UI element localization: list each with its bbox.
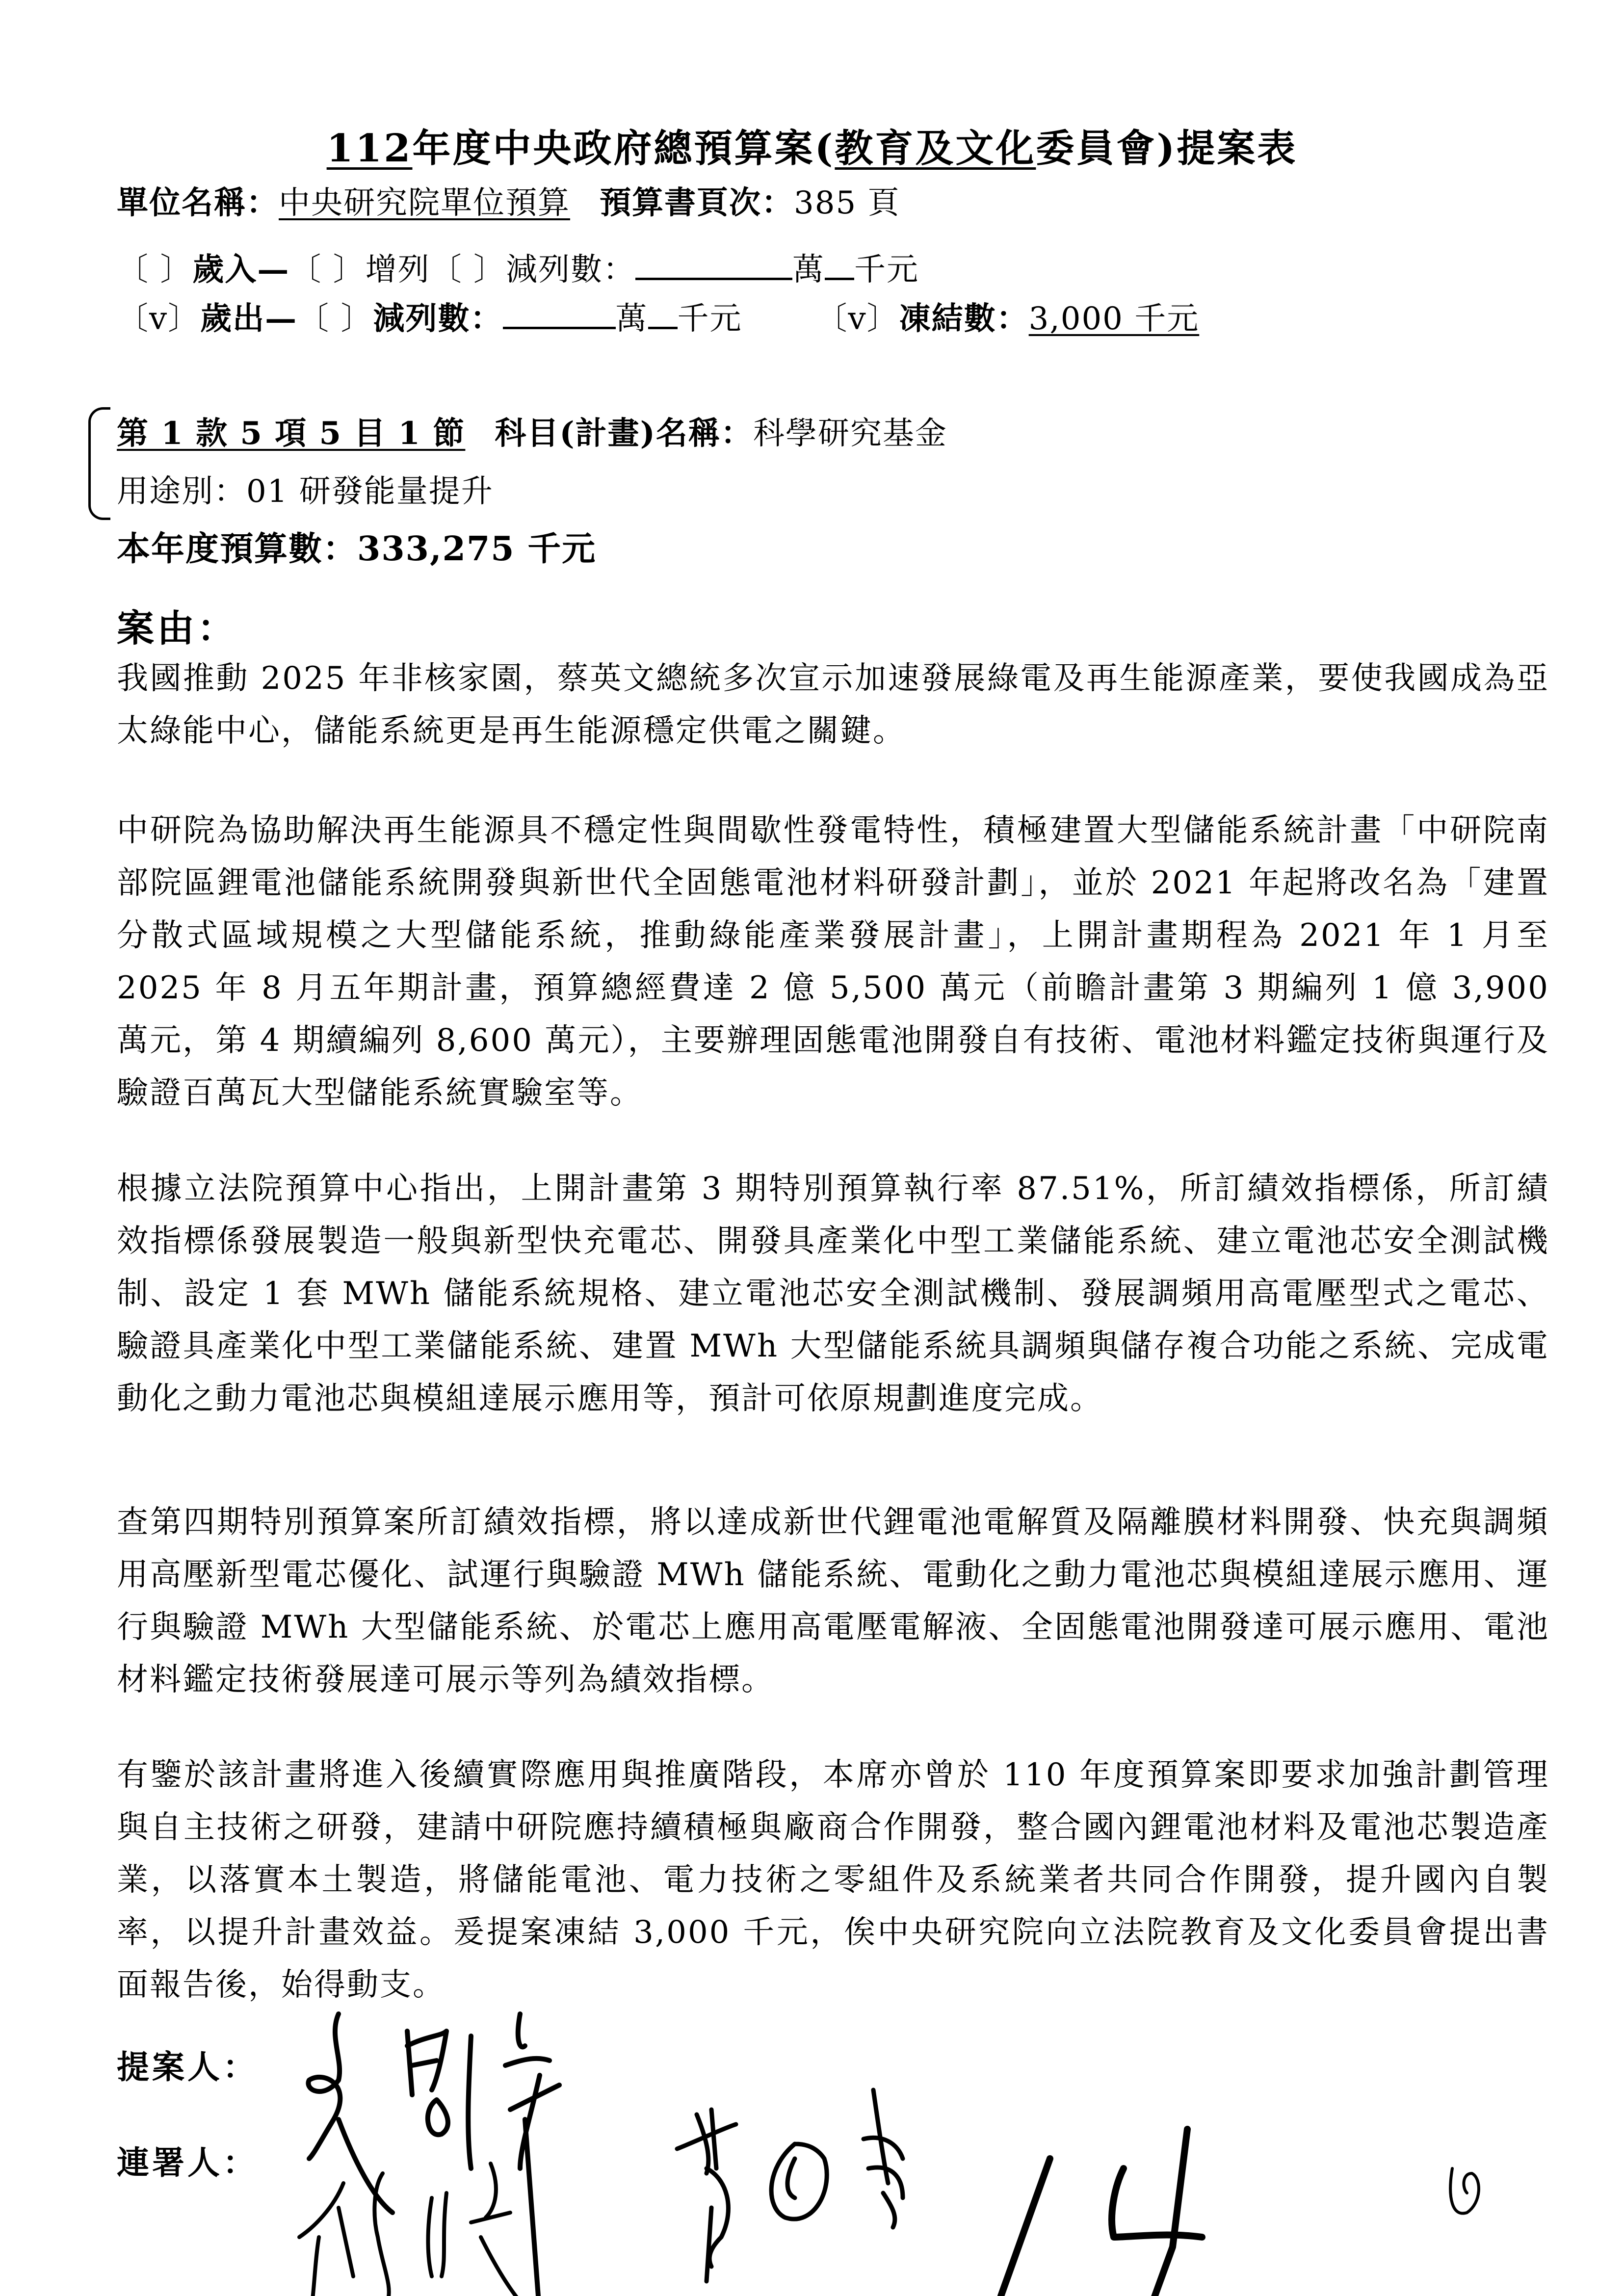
expense-wan-label: 萬: [615, 301, 648, 337]
page-label: 預算書頁次：: [600, 184, 794, 221]
expense-checkbox[interactable]: 〔v〕: [117, 301, 201, 337]
budget-label: 本年度預算數：: [117, 529, 358, 569]
expense-decrease-label: 減列數：: [373, 300, 503, 337]
reason-paragraph-5: 有鑒於該計畫將進入後續實際應用與推廣階段，本席亦曾於 110 年度預算案即要求加強計劃管理與自主技術之研發，建請中研院應持續積極與廠商合作開發，整合國內鋰電池材料及電池芯製造產業，以落實本土製造，將儲能電池、電力技術之零組件及系統業者共同合作開發，提升國內自製率，以提升計畫效益。爰提案凍結 3,000 千元，俟中央研究院向立法院教育及文化委員會提出書面報告後，始得動支。: [117, 1757, 1549, 2003]
revenue-decrease-label: 減列數：: [506, 252, 636, 288]
unit-label: 單位名稱：: [117, 184, 279, 221]
revenue-decrease-checkbox[interactable]: 〔 〕: [430, 252, 506, 288]
subject-label: 科目(計畫)名稱：: [495, 415, 753, 452]
increase-checkbox[interactable]: 〔 〕: [289, 252, 366, 288]
reason-paragraph-1: 我國推動 2025 年非核家園，蔡英文總統多次宣示加速發展綠電及再生能源產業，要使我國成為亞太綠能中心，儲能系統更是再生能源穩定供電之關鍵。: [117, 660, 1549, 749]
revenue-label: 歲入—: [192, 251, 290, 288]
freeze-checkbox[interactable]: 〔v〕: [815, 301, 899, 337]
cosigner-signature-1: [299, 2164, 535, 2296]
revenue-qian-label: 千元: [854, 252, 919, 288]
revenue-checkbox[interactable]: 〔 〕: [117, 252, 193, 288]
reason-paragraph-3: 根據立法院預算中心指出，上開計畫第 3 期特別預算執行率 87.51%，所訂績效指標係，所訂績效指標係發展製造一般與新型快充電芯、開發具產業化中型工業儲能系統、建立電池芯安全測試機制、設定 1 套 MWh 儲能系統規格、建立電池芯安全測試機制、發展調頻用高電壓型式之電芯、驗證具產業化中型工業儲能系統、建置 MWh 大型儲能系統具調頻與儲存複合功能之系統、完成電動化之動力電池芯與模組達展示應用等，預計可依原規劃進度完成。: [117, 1171, 1549, 1417]
reason-heading: 案由：: [117, 606, 237, 650]
proposer-signature: [308, 2014, 559, 2296]
item-code: 第 1 款 5 項 5 目 1 節: [117, 415, 466, 452]
proposer-label: 提案人：: [117, 2048, 258, 2086]
expense-label: 歲出—: [200, 300, 298, 337]
budget-value: 333,275 千元: [357, 529, 597, 569]
cosigner-signature-2: [677, 2090, 903, 2281]
unit-value: 中央研究院單位預算: [279, 185, 570, 221]
freeze-value: 3,000 千元: [1028, 301, 1200, 337]
title-part2: 委員會)提案表: [1036, 126, 1298, 171]
increase-label: 增列: [365, 252, 430, 288]
expense-decrease-checkbox[interactable]: 〔 〕: [297, 301, 373, 337]
reason-paragraph-4: 查第四期特別預算案所訂績效指標，將以達成新世代鋰電池電解質及隔離膜材料開發、快充與調頻用高壓新型電芯優化、試運行與驗證 MWh 儲能系統、電動化之動力電池芯與模組達展示應用、運行與驗證 MWh 大型儲能系統、於電芯上應用高電壓電解液、全固態電池開發達可展示應用、電池材料鑑定技術發展達可展示等列為績效指標。: [117, 1504, 1549, 1698]
usage-line: 用途別：01 研發能量提升: [117, 473, 494, 510]
cosigner-label: 連署人：: [117, 2143, 258, 2182]
revenue-wan-label: 萬: [792, 252, 825, 288]
title-committee: 教育及文化: [835, 126, 1036, 171]
handwritten-number-124: [1001, 2129, 1202, 2296]
handwritten-page-number: [1450, 2168, 1479, 2214]
page-value: 385 頁: [794, 185, 900, 221]
expense-qian-label: 千元: [677, 301, 742, 337]
title-year: 112: [326, 126, 413, 171]
reason-paragraph-2: 中研院為協助解決再生能源具不穩定性與間歇性發電特性，積極建置大型儲能系統計畫「中研院南部院區鋰電池儲能系統開發與新世代全固態電池材料研發計劃」，並於 2021 年起將改名為「建置分散式區域規模之大型儲能系統，推動綠能產業發展計畫」，上開計畫期程為 2021 年 1 月至 2025 年 8 月五年期計畫，預算總經費達 2 億 5,500 萬元（前瞻計畫第 3 期編列 1 億 3,900 萬元，第 4 期續編列 8,600 萬元），主要辦理固態電池開發自有技術、電池材料鑑定技術與運行及驗證百萬瓦大型儲能系統實驗室等。: [117, 812, 1549, 1111]
subject-value: 科學研究基金: [753, 416, 947, 452]
title-part1: 年度中央政府總預算案(: [412, 126, 835, 171]
freeze-label: 凍結數：: [899, 300, 1029, 337]
